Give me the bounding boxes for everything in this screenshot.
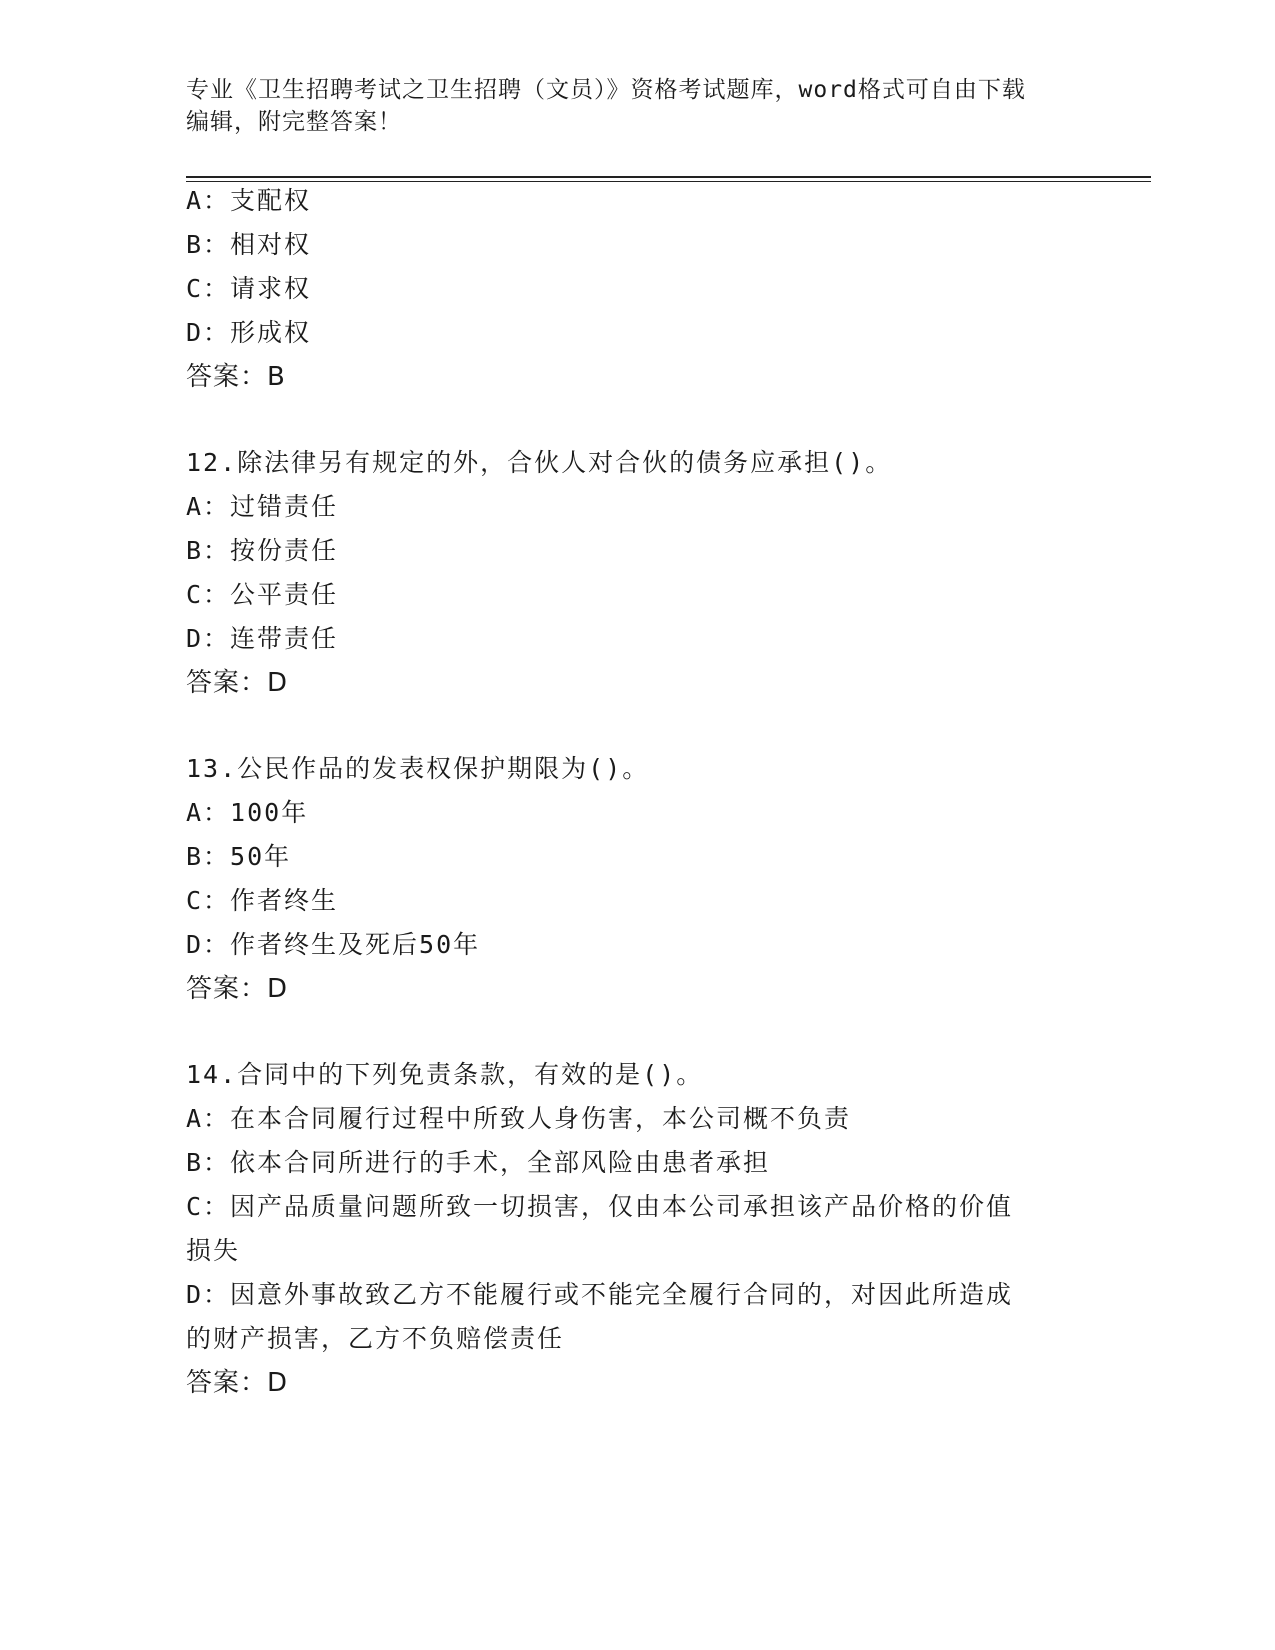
q11-option-b: B：相对权 xyxy=(186,230,312,259)
q11-option-a: A：支配权 xyxy=(186,186,312,215)
q14-option-b: B：依本合同所进行的手术，全部风险由患者承担 xyxy=(186,1148,771,1177)
q14-option-a: A：在本合同履行过程中所致人身伤害，本公司概不负责 xyxy=(186,1104,852,1133)
q13-answer: 答案：D xyxy=(186,974,289,1004)
q11-answer: 答案：B xyxy=(186,362,286,392)
q12-question: 12.除法律另有规定的外，合伙人对合伙的债务应承担()。 xyxy=(186,448,893,477)
q11-option-c: C：请求权 xyxy=(186,274,312,303)
q12-option-d: D：连带责任 xyxy=(186,624,339,653)
q14-option-c-continued: 损失 xyxy=(186,1236,241,1265)
q14-option-c: C：因产品质量问题所致一切损害，仅由本公司承担该产品价格的价值 xyxy=(186,1192,1014,1221)
q13-option-b: B：50年 xyxy=(186,842,292,871)
q12-option-c: C：公平责任 xyxy=(186,580,339,609)
q13-option-c: C：作者终生 xyxy=(186,886,339,915)
q12-answer: 答案：D xyxy=(186,668,289,698)
q13-option-d: D：作者终生及死后50年 xyxy=(186,930,481,959)
q12-option-b: B：按份责任 xyxy=(186,536,339,565)
header-line-2: 编辑，附完整答案！ xyxy=(186,109,402,135)
q12-option-a: A：过错责任 xyxy=(186,492,339,521)
q14-option-d: D：因意外事故致乙方不能履行或不能完全履行合同的，对因此所造成 xyxy=(186,1280,1014,1309)
header-divider-thick xyxy=(186,176,1151,178)
q14-question: 14.合同中的下列免责条款，有效的是()。 xyxy=(186,1060,704,1089)
q13-question: 13.公民作品的发表权保护期限为()。 xyxy=(186,754,650,783)
q14-answer: 答案：D xyxy=(186,1368,289,1398)
header-line-1: 专业《卫生招聘考试之卫生招聘（文员）》资格考试题库，word格式可自由下载 xyxy=(186,77,1026,103)
q14-option-d-continued: 的财产损害，乙方不负赔偿责任 xyxy=(186,1324,565,1353)
q11-option-d: D：形成权 xyxy=(186,318,312,347)
q13-option-a: A：100年 xyxy=(186,798,309,827)
header-divider-thin xyxy=(186,181,1151,182)
document-header xyxy=(186,74,1066,138)
